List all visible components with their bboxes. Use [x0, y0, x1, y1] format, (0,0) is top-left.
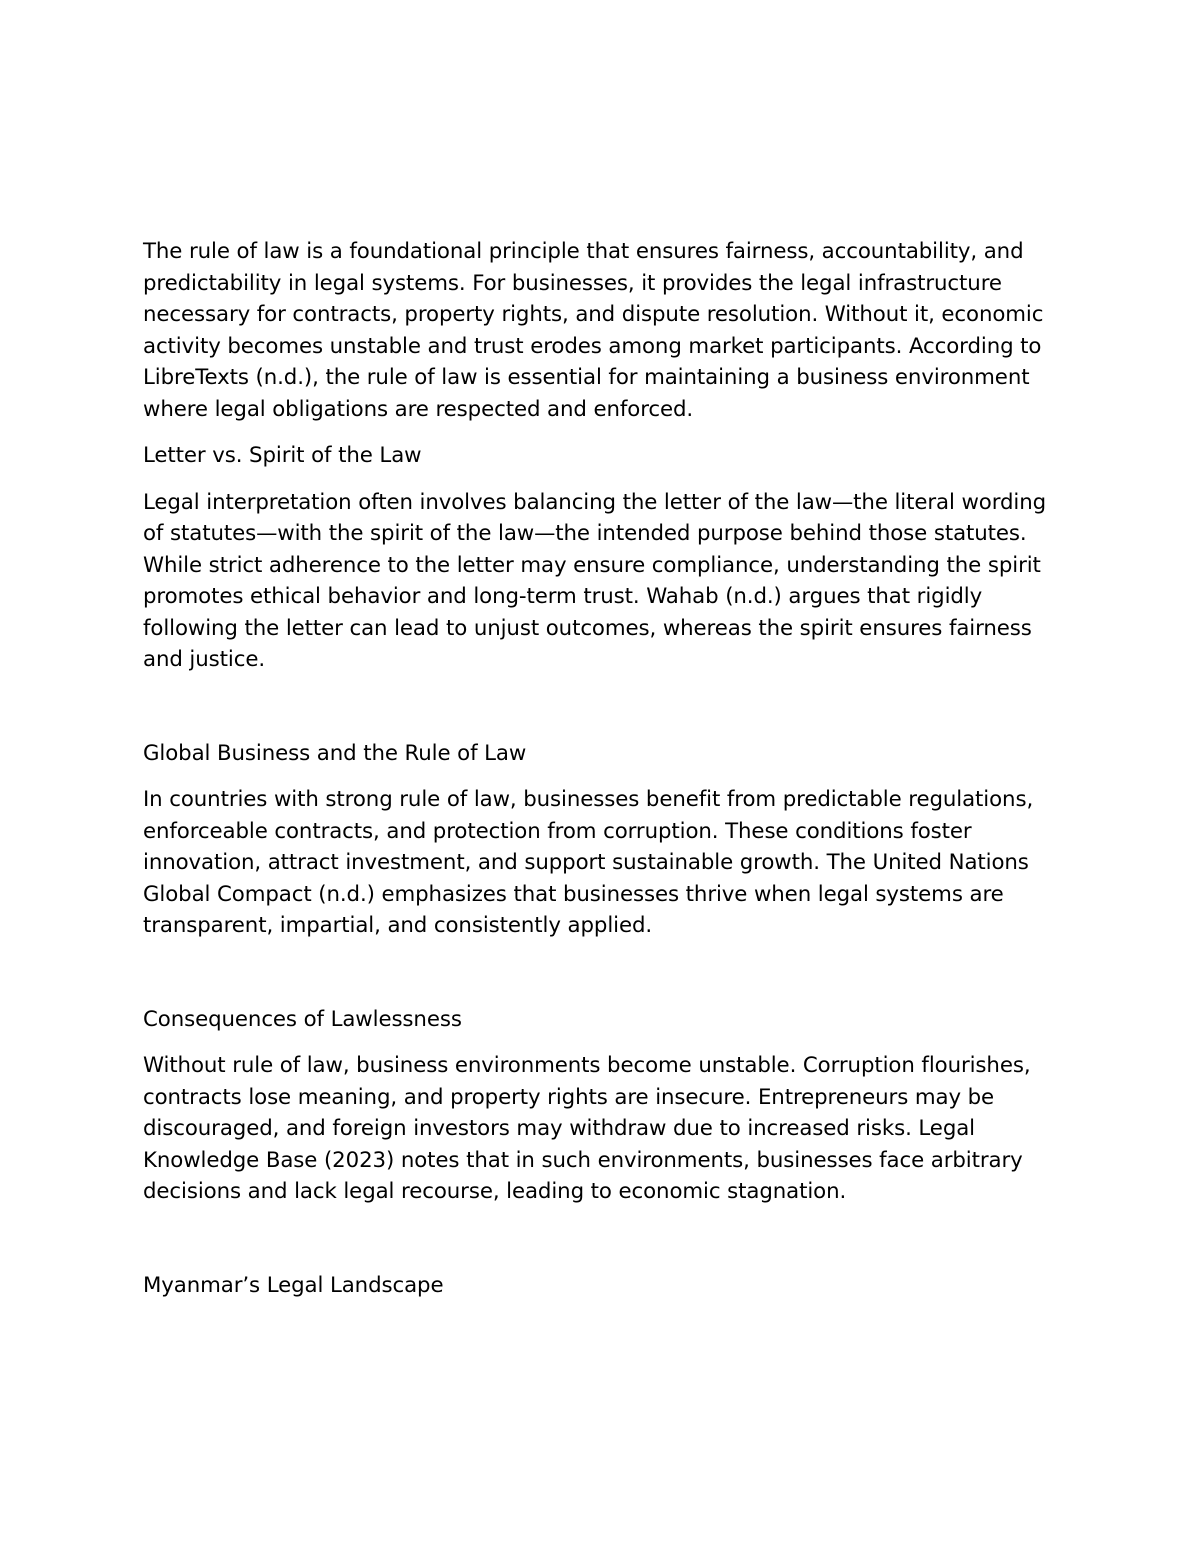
section-heading-letter-vs-spirit: Letter vs. Spirit of the Law [143, 443, 422, 468]
section-heading-global-business: Global Business and the Rule of Law [143, 740, 527, 766]
section-body-letter-vs-spirit: Legal interpretation often involves balancing the letter of the law—the literal wording of statutes—with the spirit of the law—the intended purpose behind those statutes. While strict adherence to the letter may ensure compliance, understanding the spirit promotes ethical behavior and long-term trust. Wahab (n.d.) argues that rigidly following the letter can lead to unjust outcomes, whereas the spirit ensures fairness and justice. [143, 489, 1047, 672]
section-body-consequences: Without rule of law, business environments become unstable. Corruption flourishes, contracts lose meaning, and property rights are insecure. Entrepreneurs may be discouraged, and foreign investors may withdraw due to increased risks. Legal Knowledge Base (2023) notes that in such environments, businesses face arbitrary decisions and lack legal recourse, leading to economic stagnation. [143, 1053, 1031, 1204]
section-heading-consequences: Consequences of Lawlessness [143, 1006, 462, 1032]
section-body-global-business: In countries with strong rule of law, businesses benefit from predictable regulations, enforceable contracts, and protection from corruption. These conditions foster innovation, attract investment, and support sustainable growth. The United Nations Global Compact (n.d.) emphasizes that businesses thrive when legal systems are transparent, impartial, and consistently applied. [143, 787, 1034, 938]
document-body [143, 236, 1063, 1301]
intro-paragraph: The rule of law is a foundational principle that ensures fairness, accountability, and predictability in legal systems. For businesses, it provides the legal infrastructure necessary for contracts, property rights, and dispute resolution. Without it, economic activity becomes unstable and trust erodes among market participants. According to LibreTexts (n.d.), the rule of law is essential for maintaining a business environment where legal obligations are respected and enforced. [143, 239, 1044, 422]
section-heading-myanmar: Myanmar’s Legal Landscape [143, 1272, 444, 1298]
